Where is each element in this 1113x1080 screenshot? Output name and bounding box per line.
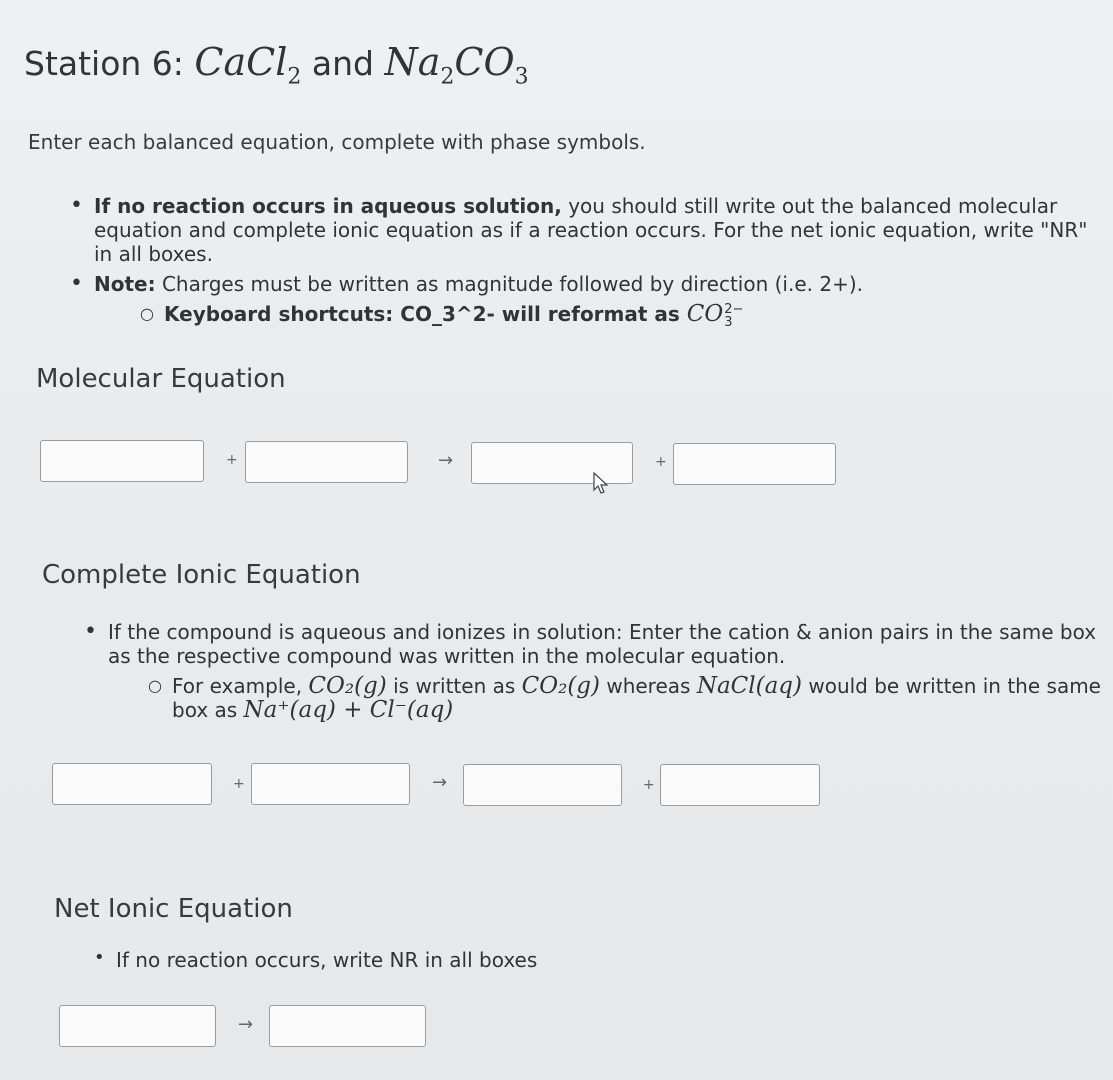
net-ionic-rule: • If no reaction occurs, write NR in all boxes [94, 948, 537, 972]
instructions-intro: Enter each balanced equation, complete with phase symbols. [28, 130, 646, 154]
molecular-reactant-1-input[interactable] [40, 440, 204, 482]
net-arrow: → [238, 1014, 254, 1035]
net-ionic-heading: Net Ionic Equation [54, 894, 293, 924]
molecular-reactant-2-input[interactable] [245, 441, 408, 483]
ionic-product-1-input[interactable] [463, 764, 622, 806]
page-title: Station 6: CaCl$_2$ and $Na_2CO_3$ [24, 40, 529, 90]
ionic-product-2-input[interactable] [660, 764, 820, 806]
complete-ionic-rule: • If the compound is aqueous and ionizes in solution: Enter the cation & anion pairs in the same box as the respective compound was written in the molecular equation. ○ For example, CO₂(g) is written as CO₂(g) whereas NaCl(aq) would be written in the same box as Na⁺(aq) + Cl⁻(aq) [84, 620, 1113, 722]
molecular-equation-heading: Molecular Equation [36, 364, 286, 394]
ionic-reactant-2-input[interactable] [251, 763, 410, 805]
net-product-input[interactable] [269, 1005, 426, 1047]
molecular-product-2-input[interactable] [673, 443, 836, 485]
instructions-list [70, 194, 1110, 335]
ionic-reactant-1-input[interactable] [52, 763, 212, 805]
molecular-plus-2: + [655, 454, 667, 470]
net-reactant-input[interactable] [59, 1005, 216, 1047]
net-ionic-instructions [94, 948, 537, 972]
ionic-plus-2: + [643, 777, 655, 793]
instruction-charges-note: • Note: Charges must be written as magnitude followed by direction (i.e. 2+). ○ Keyboard shortcuts: CO_3^2- will reformat as CO 2− 3 [70, 272, 1110, 329]
complete-ionic-instructions [84, 620, 1113, 722]
molecular-arrow: → [438, 450, 454, 471]
keyboard-shortcuts-note: ○ Keyboard shortcuts: CO_3^2- will reformat as CO 2− 3 [140, 302, 1110, 329]
ionic-arrow: → [432, 772, 448, 793]
complete-ionic-heading: Complete Ionic Equation [42, 560, 361, 590]
molecular-plus-1: + [226, 452, 238, 468]
complete-ionic-example: ○ For example, CO₂(g) is written as CO₂(g) whereas NaCl(aq) would be written in the same box as Na⁺(aq) + Cl⁻(aq) [148, 674, 1113, 722]
ionic-plus-1: + [233, 776, 245, 792]
mouse-cursor-icon [593, 472, 611, 496]
instruction-no-reaction: • If no reaction occurs in aqueous solution, you should still write out the balanced molecular equation and complete ionic equation as if a reaction occurs. For the net ionic equation, write "NR" in all boxes. [70, 194, 1110, 266]
